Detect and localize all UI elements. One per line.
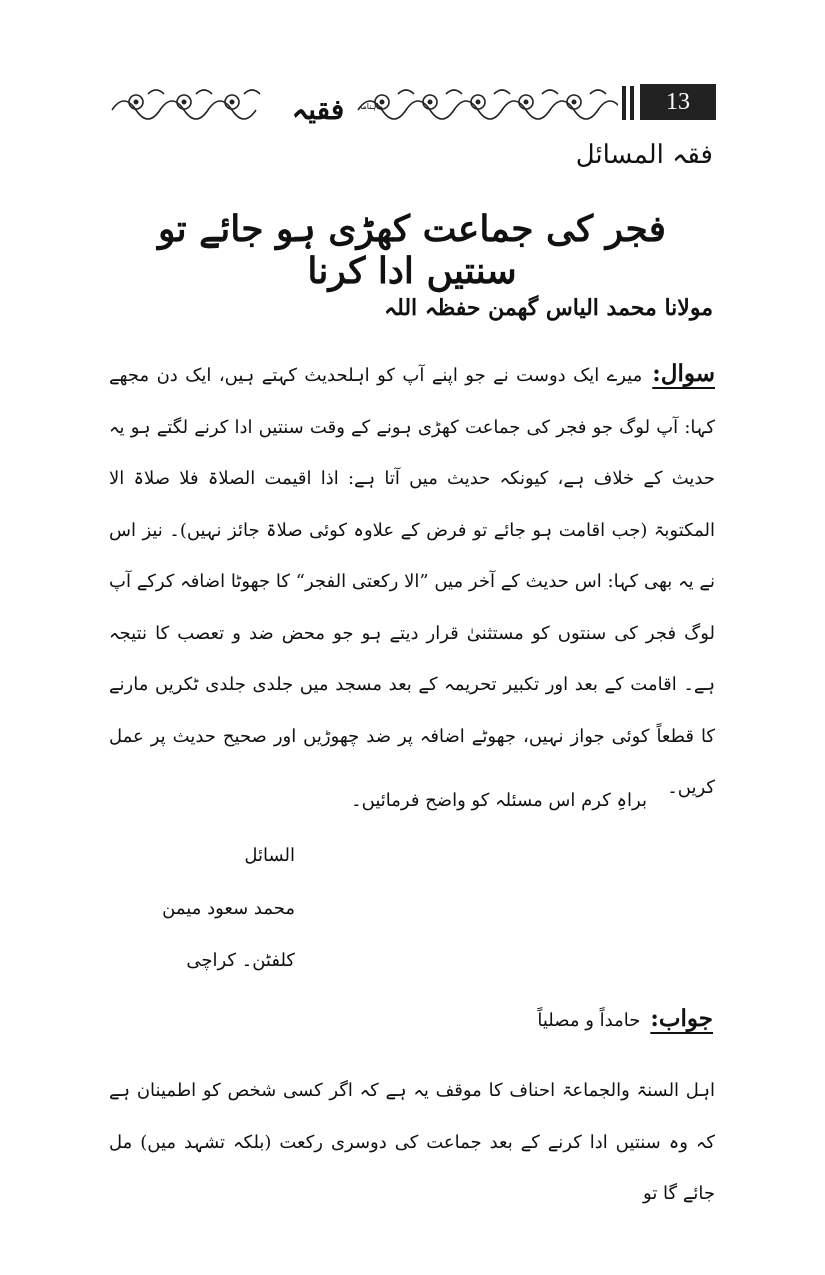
question-request: براہِ کرم اس مسئلہ کو واضح فرمائیں۔ (351, 790, 647, 811)
page-number: 13 (640, 84, 716, 120)
signature-role: السائل (244, 845, 295, 866)
question-label: سوال: (652, 360, 715, 387)
masthead-subtitle: ماہنامہ (357, 102, 383, 111)
magazine-masthead (283, 78, 383, 126)
question-paragraph (109, 348, 715, 814)
answer-heading (537, 1005, 713, 1032)
signature-place: کلفٹن۔ کراچی (186, 950, 295, 971)
masthead-title: فقیہ (291, 93, 345, 126)
answer-label: جواب: (650, 1005, 713, 1032)
signature-name: محمد سعود میمن (162, 898, 295, 919)
section-title: فقہ المسائل (575, 140, 713, 170)
answer-opening: حامداً و مصلیاً (537, 1010, 641, 1031)
article-title: فجر کی جماعت کھڑی ہو جائے تو سنتیں ادا کرنا (158, 208, 666, 292)
question-text: میرے ایک دوست نے جو اپنے آپ کو اہلحدیث کہتے ہیں، ایک دن مجھے کہا: آپ لوگ جو فجر کی جماعت کھڑی ہونے کے وقت سنتیں ادا کرنے لگتے ہو یہ حدیث کے خلاف ہے، کیونکہ حدیث میں آتا ہے: اذا اقیمت الصلاۃ فلا صلاۃ الا المکتوبۃ (جب اقامت ہو جائے تو فرض کے علاوہ کوئی صلاۃ جائز نہیں)۔ نیز اس نے یہ بھی کہا: اس حدیث کے آخر میں ”الا رکعتی الفجر“ کا جھوٹا اضافہ کرکے آپ لوگ فجر کی سنتوں کو مستثنیٰ قرار دیتے ہو جو محض ضد و تعصب کا نتیجہ ہے۔ اقامت کے بعد اور تکبیر تحریمہ کے بعد مسجد میں جلدی جلدی ٹکریں مارنے کا قطعاً کوئی جواز نہیں، جھوٹے اضافہ پر ضد چھوڑیں اور صحیح حدیث پر عمل کریں۔ (109, 365, 715, 798)
page-header (108, 82, 716, 124)
header-divider-bars (622, 86, 636, 120)
answer-paragraph: اہل السنۃ والجماعۃ احناف کا موقف یہ ہے کہ اگر کسی شخص کو اطمینان ہے کہ وہ سنتیں ادا کرنے کے بعد جماعت کی دوسری رکعت (بلکہ تشہد میں) مل جائے گا تو (109, 1080, 715, 1204)
article-author: مولانا محمد الیاس گھمن حفظہ اللہ (384, 295, 713, 321)
